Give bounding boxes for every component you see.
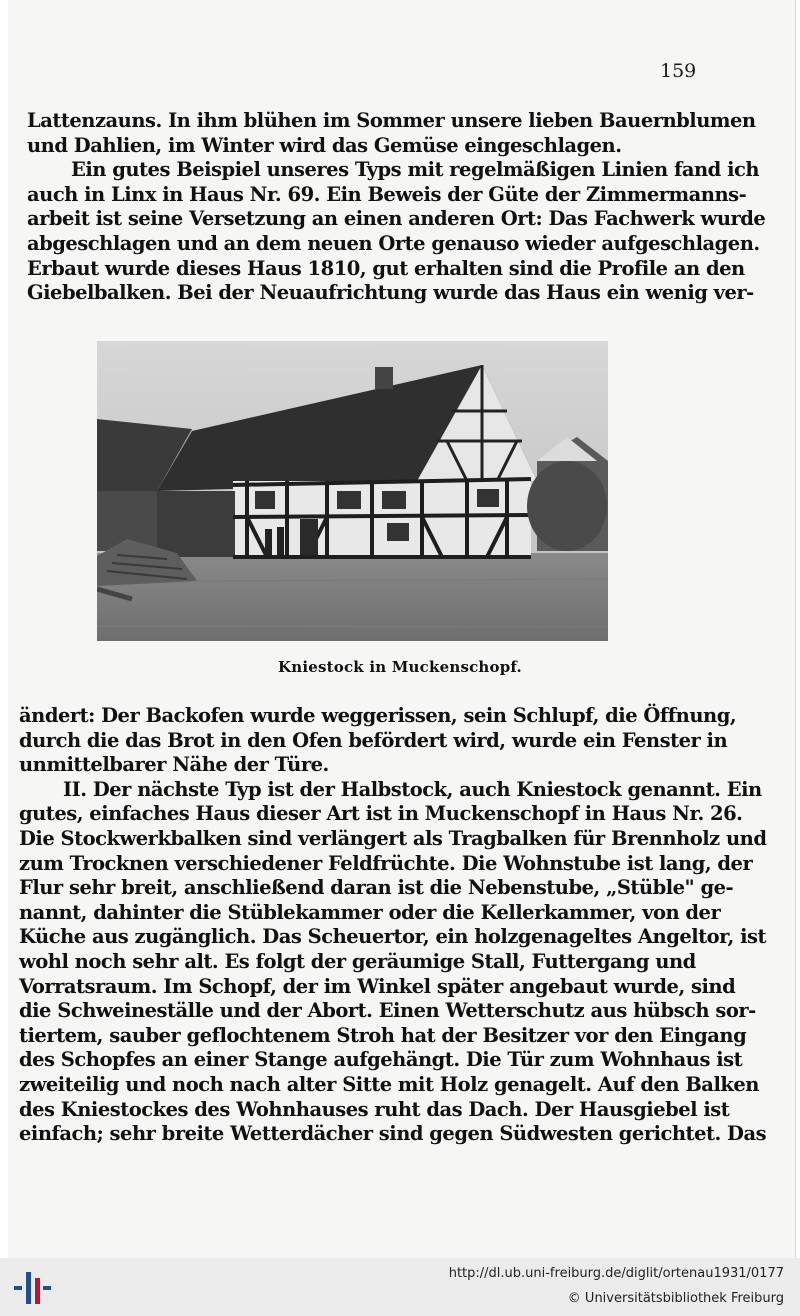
text-line: unmittelbarer Nähe der Türe. (19, 753, 329, 777)
text-line: einfach; sehr breite Wetterdächer sind gegen Südwesten gerichtet. Das (19, 1122, 767, 1146)
text-line: Die Stockwerkbalken sind verlängert als Tragbalken für Brennholz und (19, 826, 767, 850)
text-line: Küche aus zugänglich. Das Scheuertor, ein holzgenageltes Angeltor, ist (19, 925, 766, 949)
house-photograph (97, 341, 608, 641)
university-library-logo-icon (12, 1268, 52, 1308)
page-number: 159 (660, 60, 697, 82)
text-line: zum Trocknen verschiedener Feldfrüchte. Die Wohnstube ist lang, der (19, 851, 753, 875)
text-line: zweiteilig und noch nach alter Sitte mit Holz genagelt. Auf den Balken (19, 1072, 759, 1096)
half-timbered-house-image (97, 341, 608, 641)
figure-caption: Kniestock in Muckenschopf. (278, 658, 522, 676)
permalink-link[interactable]: http://dl.ub.uni-freiburg.de/diglit/ortenau1931/0177 (448, 1266, 784, 1281)
paragraph-bottom (19, 704, 767, 1147)
text-line: die Schweineställe und der Abort. Einen Wetterschutz aus hübsch sor- (19, 999, 756, 1023)
text-line: Flur sehr breit, anschließend daran ist die Nebenstube, „Stüble" ge- (19, 876, 734, 900)
text-line: tiertem, sauber geflochtenem Stroh hat der Besitzer vor den Eingang (19, 1023, 747, 1047)
text-line: Vorratsraum. Im Schopf, der im Winkel später angebaut wurde, sind (19, 974, 736, 998)
text-line: gutes, einfaches Haus dieser Art ist in Muckenschopf in Haus Nr. 26. (19, 802, 743, 826)
text-line: Erbaut wurde dieses Haus 1810, gut erhalten sind die Profile an den (27, 256, 745, 280)
text-line: Lattenzauns. In ihm blühen im Sommer unsere lieben Bauernblumen (27, 109, 756, 132)
viewer-footer (0, 1258, 800, 1316)
text-line: Ein gutes Beispiel unseres Typs mit regelmäßigen Linien fand ich (71, 158, 760, 182)
text-line: ändert: Der Backofen wurde weggerissen, sein Schlupf, die Öffnung, (19, 704, 737, 727)
copyright-notice: © Universitätsbibliothek Freiburg (567, 1291, 784, 1306)
text-line: Giebelbalken. Bei der Neuaufrichtung wurde das Haus ein wenig ver- (27, 281, 754, 305)
text-line: wohl noch sehr alt. Es folgt der geräumige Stall, Futtergang und (19, 949, 696, 973)
text-line: und Dahlien, im Winter wird das Gemüse eingeschlagen. (27, 133, 622, 157)
text-line: nannt, dahinter die Stüblekammer oder die Kellerkammer, von der (19, 900, 721, 924)
text-line: auch in Linx in Haus Nr. 69. Ein Beweis der Güte der Zimmermanns- (27, 182, 747, 206)
text-line: des Kniestockes des Wohnhauses ruht das Dach. Der Hausgiebel ist (19, 1097, 730, 1121)
text-line: abgeschlagen und an dem neuen Orte genauso wieder aufgeschlagen. (27, 231, 760, 255)
text-line: II. Der nächste Typ ist der Halbstock, auch Kniestock genannt. Ein (63, 777, 762, 801)
text-line: durch die das Brot in den Ofen befördert wird, wurde ein Fenster in (19, 728, 728, 752)
text-line: des Schopfes an einer Stange aufgehängt. Die Tür zum Wohnhaus ist (19, 1048, 743, 1072)
text-line: arbeit ist seine Versetzung an einen anderen Ort: Das Fachwerk wurde (27, 207, 766, 231)
paragraph-top (27, 109, 766, 306)
